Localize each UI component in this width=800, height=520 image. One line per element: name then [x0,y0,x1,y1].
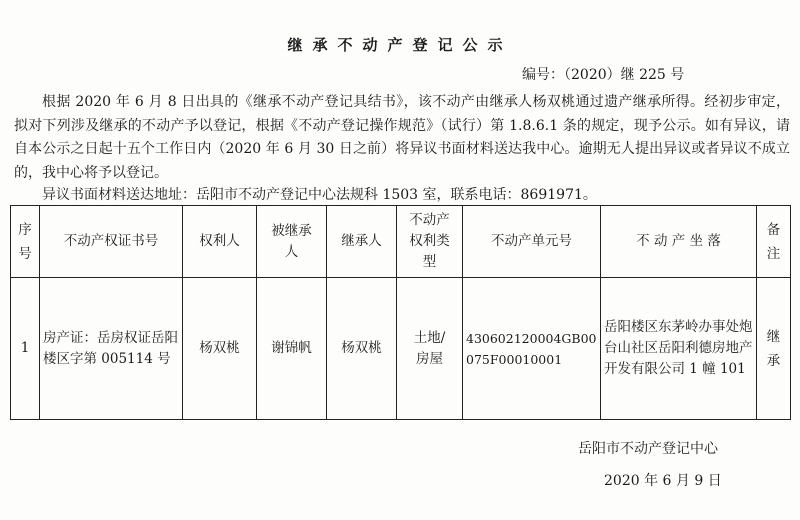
cell-decedent: 谢锦帆 [257,278,327,420]
notice-title: 继承不动产登记公示 [287,36,513,54]
cell-unit-no: 430602120004GB00075F00010001 [463,278,601,420]
objection-address: 异议书面材料送达地址：岳阳市不动产登记中心法规科 1503 室，联系电话：8691971。 [42,187,597,203]
header-right-type: 不动产权利类型 [397,206,463,278]
header-seq: 序号 [11,206,40,278]
header-cert: 不动产权证书号 [40,206,183,278]
header-unit-no: 不动产单元号 [463,206,601,278]
header-heir: 继承人 [327,206,397,278]
header-remark: 备注 [757,206,791,278]
cell-remark: 继承 [757,278,791,420]
property-table [10,205,791,420]
cell-owner: 杨双桃 [183,278,257,420]
cell-heir: 杨双桃 [327,278,397,420]
signature-date: 2020 年 6 月 9 日 [604,473,722,489]
cell-right-type: 土地/房屋 [397,278,463,420]
header-owner: 权利人 [183,206,257,278]
signature-org: 岳阳市不动产登记中心 [578,441,718,457]
notice-body: 根据 2020 年 6 月 8 日出具的《继承不动产登记具结书》，该不动产由继承人杨双桃通过遗产继承所得。经初步审定， 拟对下列涉及继承的不动产予以登记，根据《不动产登记操作规范》（试行）第 1.8.6.1 条的规定，现予公示。如有异议，请自本公示之日起十五个工作日内（2020 年 6 月 30 日之前）将异议书面材料送达我中心。逾期无人提出异议或者异议不成立的，我中心将予以登记。 [14,94,790,181]
table-header-row [11,206,791,278]
cell-location: 岳阳楼区东茅岭办事处炮台山社区岳阳利德房地产开发有限公司 1 幢 101 [601,278,757,420]
cell-cert: 房产证：岳房权证岳阳楼区字第 005114 号 [40,278,183,420]
header-location: 不 动 产 坐 落 [601,206,757,278]
serial-number: 编号：（2020）继 225 号 [522,67,685,83]
header-decedent: 被继承人 [257,206,327,278]
table-row [11,278,791,420]
cell-seq: 1 [11,278,40,420]
